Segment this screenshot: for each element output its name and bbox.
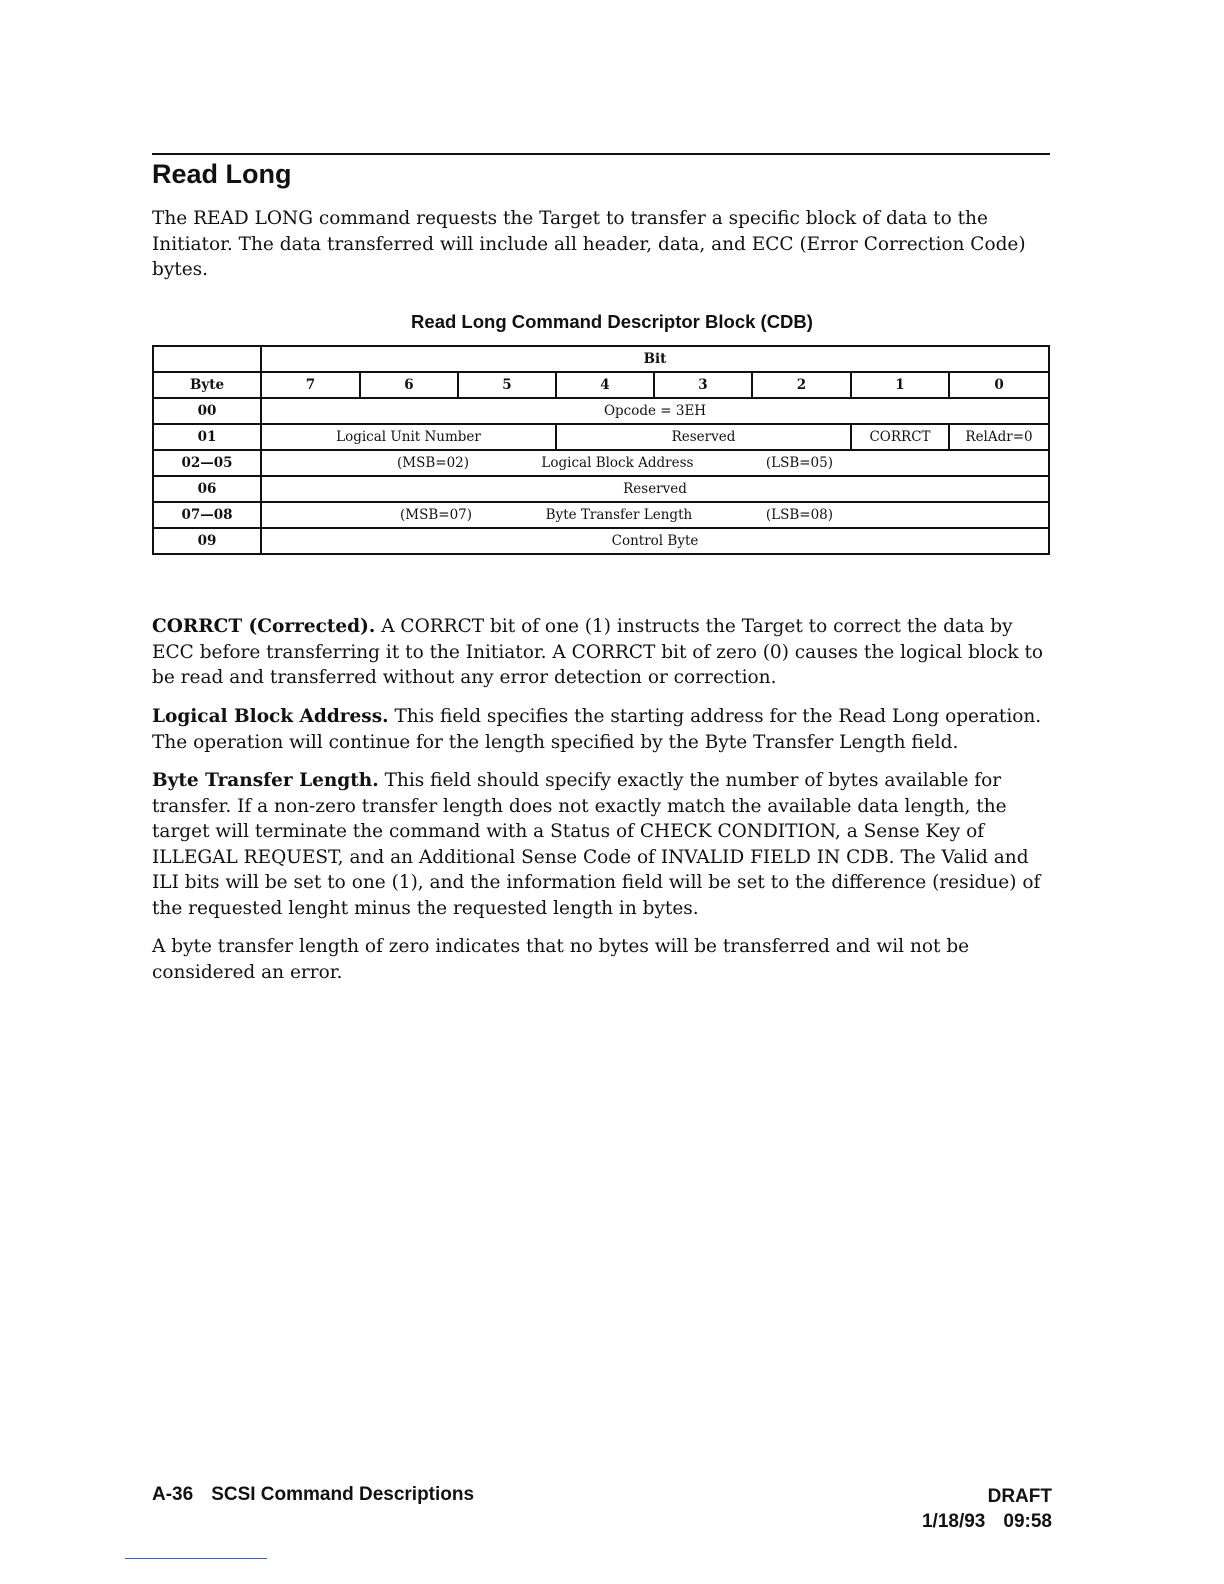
footer-timestamp [922,1509,1052,1534]
lba-cell [261,450,1049,476]
table-row [153,476,1049,502]
bit-3-header: 3 [654,372,752,398]
table-caption: Read Long Command Descriptor Block (CDB) [411,311,813,332]
bit-header: Bit [261,346,1049,372]
section-title: Read Long [152,159,292,189]
bit-2-header: 2 [752,372,851,398]
table-row [153,398,1049,424]
footer-left [152,1484,492,1506]
bit-7-header: 7 [261,372,360,398]
corrct-description: A CORRCT bit of one (1) instructs the Target to correct the data by ECC before transferring it to the Initiator. A CORRCT bit of zero (0) causes the logical block to be read and transferred without any error detection or correction. [152,616,1044,688]
byte-number: 09 [153,528,261,554]
draft-label: DRAFT [987,1486,1052,1507]
byte-number: 00 [153,398,261,424]
byte-number: 01 [153,424,261,450]
lba-description: This field specifies the starting address for the Read Long operation. The operation will continue for the length specified by the Byte Transfer Length field. [152,706,1042,753]
field-label: Byte Transfer Length [545,507,693,523]
control-byte-cell: Control Byte [261,528,1049,554]
bit-5-header: 5 [458,372,556,398]
table-row [153,502,1049,528]
table-row [153,424,1049,450]
chapter-title: SCSI Command Descriptions [211,1484,475,1505]
page-number: A-36 [152,1484,194,1505]
table-row [153,528,1049,554]
bit-4-header: 4 [556,372,654,398]
byte-header: Byte [153,372,261,398]
table-corner-cell [153,346,261,372]
footer-time: 09:58 [1003,1511,1052,1532]
byte-number: 02—05 [153,450,261,476]
lsb-label: (LSB=08) [765,507,834,523]
section-top-rule [152,153,1050,155]
msb-label: (MSB=07) [400,507,473,523]
bit-1-header: 1 [851,372,949,398]
reserved-row-cell: Reserved [261,476,1049,502]
footer-date: 1/18/93 [921,1511,986,1532]
zero-length-paragraph: A byte transfer length of zero indicates that no bytes will be transferred and wil not be considered an error. [152,936,970,983]
lba-term: Logical Block Address. [152,706,389,727]
corrct-term: CORRCT (Corrected). [152,616,376,637]
bottom-blue-line [125,1558,267,1559]
lsb-label: (LSB=05) [765,455,834,471]
btl-term: Byte Transfer Length. [152,770,379,791]
footer-right [922,1484,1052,1534]
cdb-table [152,345,1050,555]
bit-6-header: 6 [360,372,458,398]
corrct-paragraph [152,614,1052,691]
reladr-cell: RelAdr=0 [949,424,1049,450]
field-label: Logical Block Address [541,455,694,471]
reserved-cell: Reserved [556,424,851,450]
table-row [153,450,1049,476]
byte-number: 07—08 [153,502,261,528]
bit-0-header: 0 [949,372,1049,398]
lba-paragraph [152,704,1052,755]
lun-cell: Logical Unit Number [261,424,556,450]
msb-label: (MSB=02) [397,455,470,471]
opcode-cell: Opcode = 3EH [261,398,1049,424]
corrct-cell: CORRCT [851,424,949,450]
table-row [153,346,1049,372]
btl-description: This field should specify exactly the number of bytes available for transfer. If a non-zero transfer length does not exactly match the available data length, the target will terminate the command with a Status of CHECK CONDITION, a Sense Key of ILLEGAL REQUEST, and an Additional Sense Code of INVALID FIELD IN CDB. The Valid and ILI bits will be set to one (1), and the information field will be set to the difference (residue) of the requested lenght minus the requested length in bytes. [152,770,1041,919]
btl-paragraph [152,768,1052,921]
byte-number: 06 [153,476,261,502]
transfer-length-cell [261,502,1049,528]
table-row [153,372,1049,398]
intro-paragraph: The READ LONG command requests the Target to transfer a specific block of data to the Initiator. The data transferred will include all header, data, and ECC (Error Correction Code) bytes. [152,208,1026,280]
